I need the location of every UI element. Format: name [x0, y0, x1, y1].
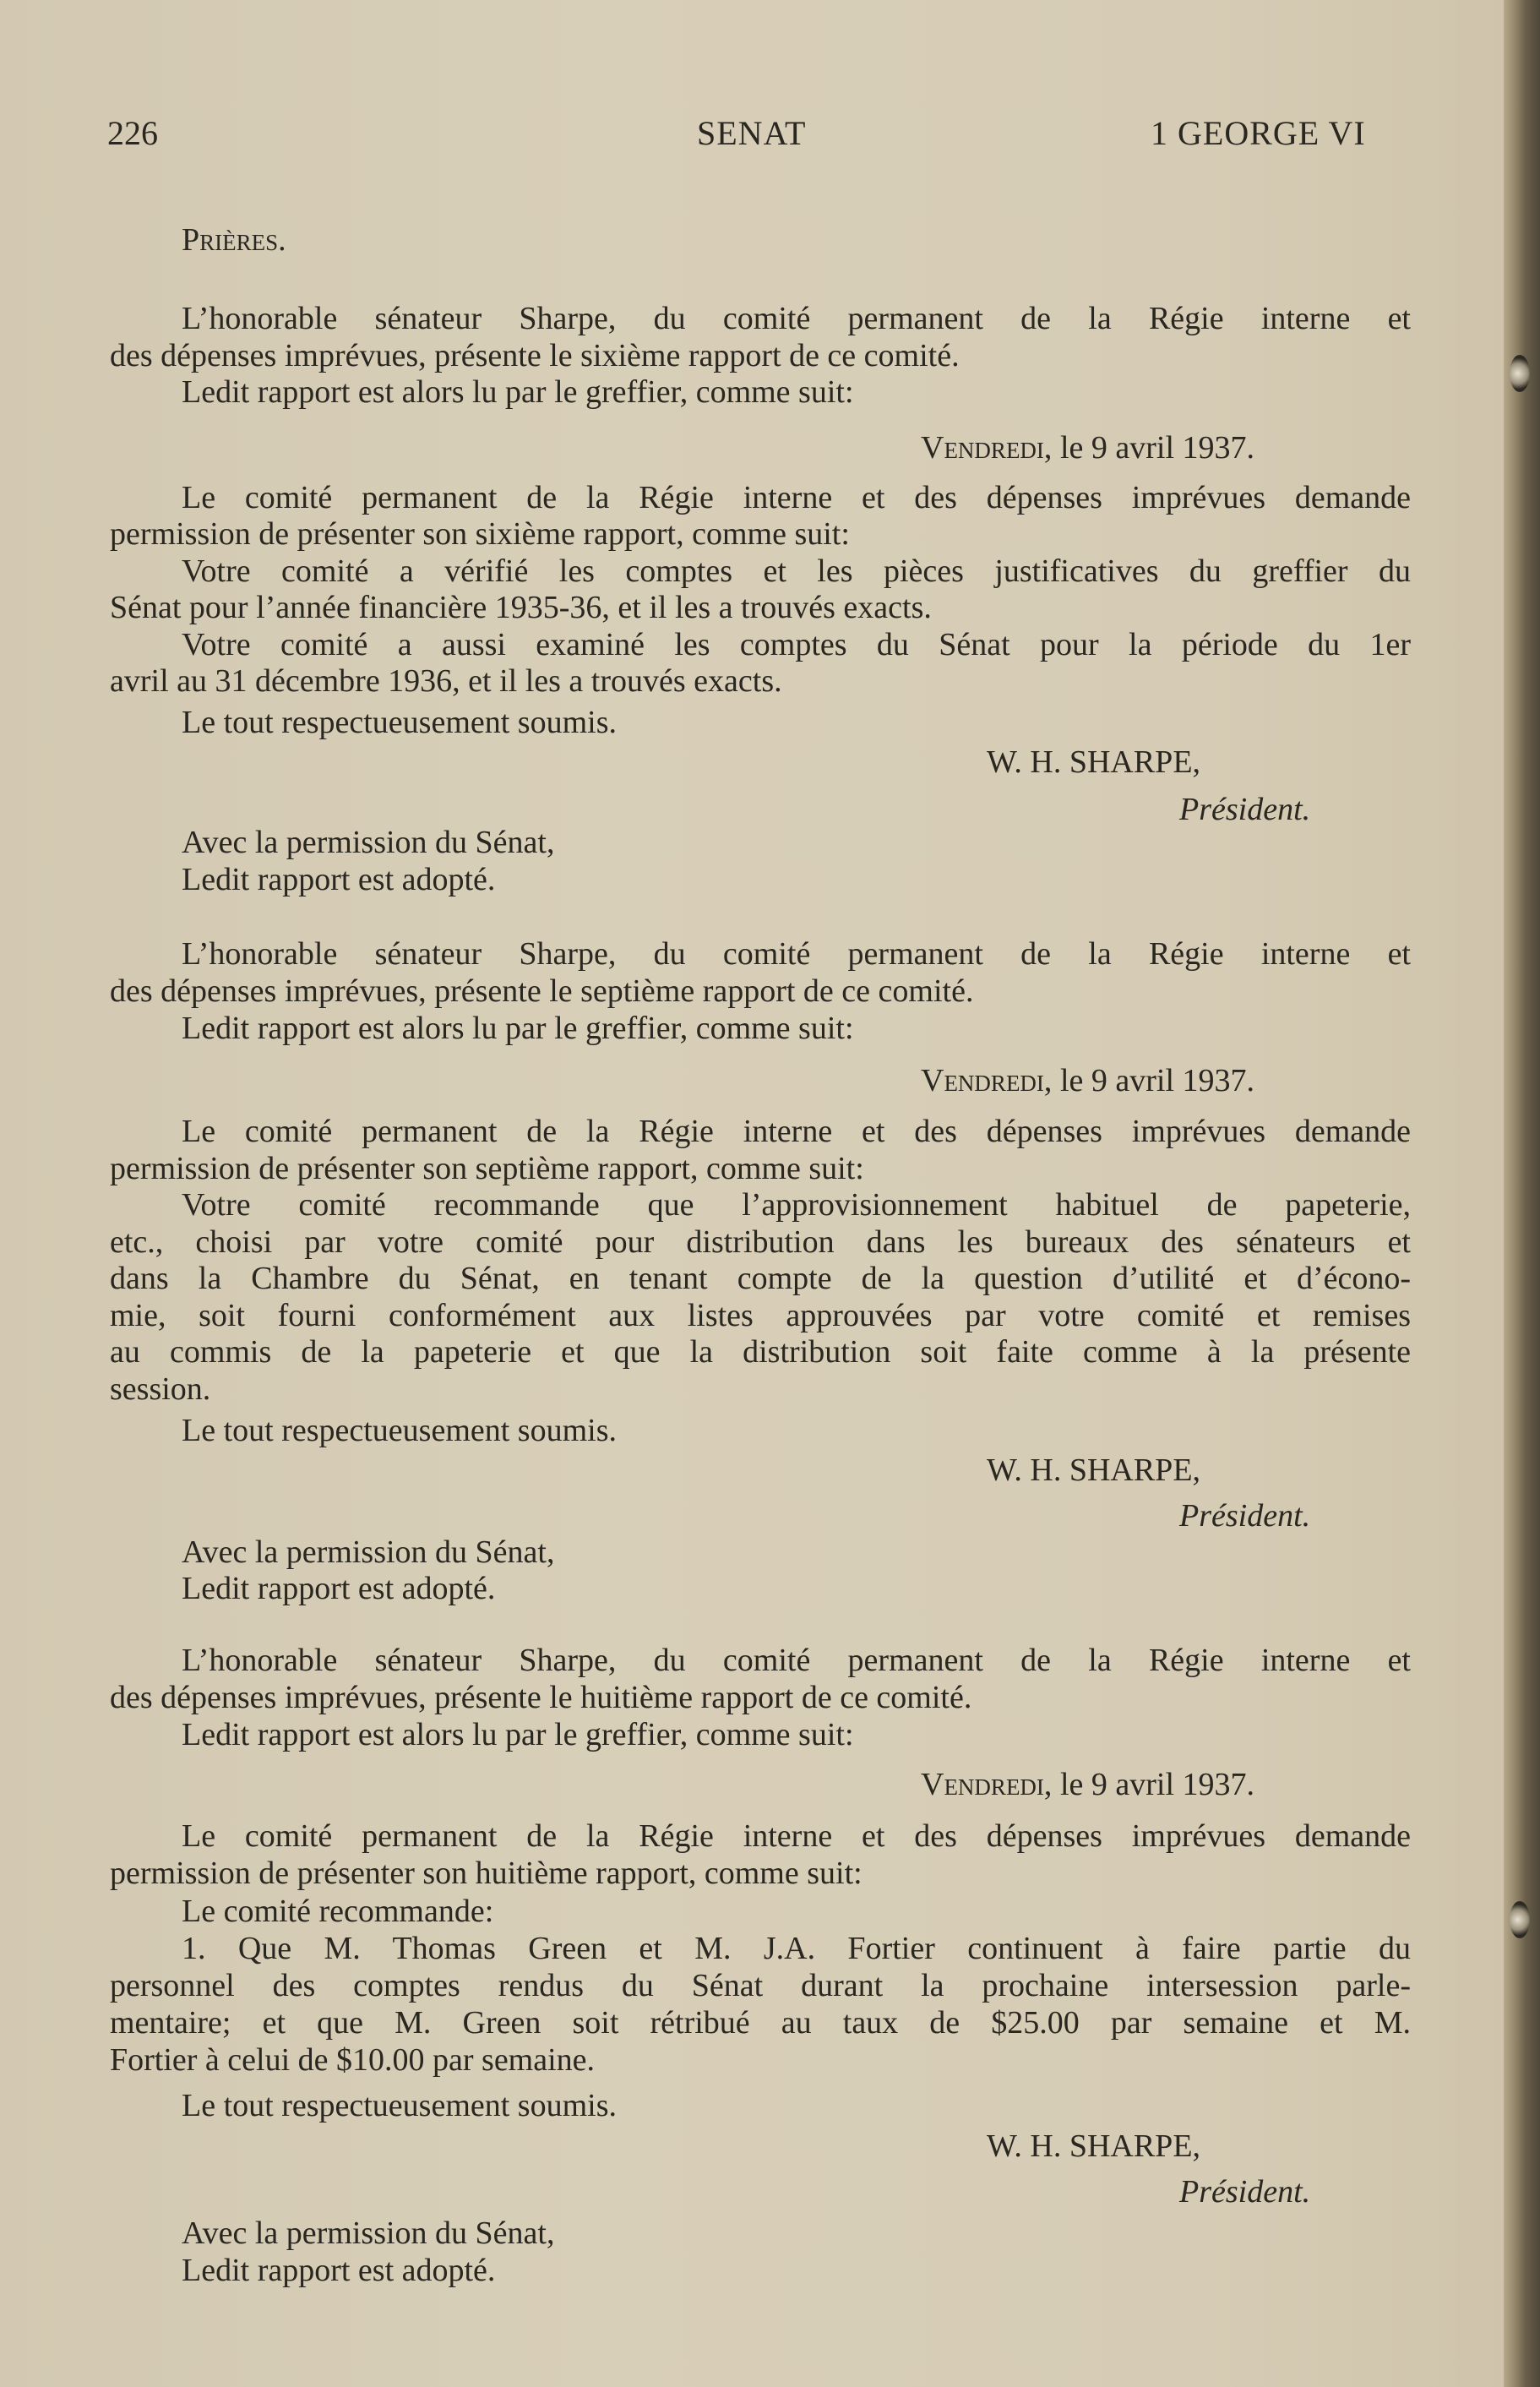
leave-line: Avec la permission du Sénat, [182, 1534, 555, 1570]
adopted-line: Ledit rapport est adopté. [182, 862, 496, 897]
report-paragraph-line: Sénat pour l’année financière 1935-36, et il les a trouvés exacts. [110, 590, 932, 625]
submitted-line: Le tout respectueusement soumis. [182, 705, 617, 740]
submitted-line: Le tout respectueusement soumis. [182, 2088, 617, 2123]
session-label: 1 GEORGE VI [1151, 114, 1366, 152]
report-paragraph-line: Le comité permanent de la Régie interne et des dépenses imprévues demande [182, 480, 1411, 515]
report-intro-line: des dépenses imprévues, présente le septième rapport de ce comité. [110, 973, 974, 1009]
report-intro-line: des dépenses imprévues, présente le sixième rapport de ce comité. [110, 338, 960, 373]
report-intro-line: L’honorable sénateur Sharpe, du comité permanent de la Régie interne et [182, 936, 1411, 972]
report-paragraph-line: session. [110, 1371, 211, 1407]
signer-name: W. H. SHARPE, [987, 2128, 1201, 2164]
report-intro-line: L’honorable sénateur Sharpe, du comité permanent de la Régie interne et [182, 1643, 1411, 1678]
signer-title: Président. [1179, 1498, 1311, 1534]
report-read-line: Ledit rapport est alors lu par le greffier, comme suit: [182, 1011, 854, 1046]
report-paragraph-line: mentaire; et que M. Green soit rétribué au taux de $25.00 par semaine et M. [110, 2005, 1411, 2041]
report-paragraph-line: avril au 31 décembre 1936, et il les a trouvés exacts. [110, 663, 782, 699]
report-paragraph-line: Le comité permanent de la Régie interne et des dépenses imprévues demande [182, 1114, 1411, 1149]
report-intro-line: L’honorable sénateur Sharpe, du comité permanent de la Régie interne et [182, 301, 1411, 336]
leave-line: Avec la permission du Sénat, [182, 2215, 555, 2251]
signer-title: Président. [1179, 2174, 1311, 2210]
date-rest: le 9 avril 1937. [1052, 1063, 1254, 1098]
report-paragraph-line: Le comité permanent de la Régie interne et des dépenses imprévues demande [182, 1818, 1411, 1854]
date-rest: le 9 avril 1937. [1052, 430, 1254, 466]
date-day: Vendredi, [921, 1063, 1053, 1098]
report-paragraph-line: Fortier à celui de $10.00 par semaine. [110, 2042, 596, 2078]
report-paragraph-line: etc., choisi par votre comité pour distribution dans les bureaux des sénateurs et [110, 1224, 1411, 1260]
report-paragraph-line: mie, soit fourni conformément aux listes approuvées par votre comité et remises [110, 1298, 1411, 1333]
signer-title: Président. [1179, 792, 1311, 827]
date-day: Vendredi, [921, 430, 1053, 466]
report-read-line: Ledit rapport est alors lu par le greffier, comme suit: [182, 1717, 854, 1752]
signer-name: W. H. SHARPE, [987, 744, 1201, 780]
binding-ring [1510, 1901, 1530, 1938]
section-heading: Prières. [182, 222, 286, 258]
adopted-line: Ledit rapport est adopté. [182, 2253, 496, 2288]
report-paragraph-line: Votre comité a vérifié les comptes et les pièces justificatives du greffier du [182, 553, 1411, 589]
running-title: SENAT [697, 114, 807, 152]
report-paragraph-line: Le comité recommande: [182, 1894, 494, 1929]
report-paragraph-line: au commis de la papeterie et que la distribution soit faite comme à la présente [110, 1334, 1411, 1370]
date-rest: le 9 avril 1937. [1052, 1767, 1254, 1802]
report-paragraph-line: dans la Chambre du Sénat, en tenant compte de la question d’utilité et d’écono- [110, 1261, 1411, 1296]
report-date [921, 1062, 1254, 1099]
signer-name: W. H. SHARPE, [987, 1452, 1201, 1488]
report-paragraph-line: permission de présenter son sixième rapport, comme suit: [110, 516, 850, 552]
submitted-line: Le tout respectueusement soumis. [182, 1413, 617, 1448]
report-date [921, 429, 1254, 466]
report-paragraph-line: permission de présenter son septième rapport, comme suit: [110, 1151, 864, 1186]
book-binding [1504, 0, 1540, 2387]
report-paragraph-line: 1. Que M. Thomas Green et M. J.A. Fortier continuent à faire partie du [182, 1931, 1411, 1966]
report-paragraph-line: Votre comité recommande que l’approvisionnement habituel de papeterie, [182, 1187, 1411, 1223]
report-intro-line: des dépenses imprévues, présente le huitième rapport de ce comité. [110, 1680, 972, 1715]
report-paragraph-line: Votre comité a aussi examiné les comptes du Sénat pour la période du 1er [182, 627, 1411, 662]
leave-line: Avec la permission du Sénat, [182, 825, 555, 860]
report-read-line: Ledit rapport est alors lu par le greffier, comme suit: [182, 374, 854, 410]
date-day: Vendredi, [921, 1767, 1053, 1802]
report-paragraph-line: personnel des comptes rendus du Sénat durant la prochaine intersession parle- [110, 1968, 1411, 2003]
report-date [921, 1766, 1254, 1803]
adopted-line: Ledit rapport est adopté. [182, 1571, 496, 1606]
binding-ring [1510, 355, 1530, 392]
page-number: 226 [107, 114, 158, 152]
report-paragraph-line: permission de présenter son huitième rapport, comme suit: [110, 1856, 863, 1891]
